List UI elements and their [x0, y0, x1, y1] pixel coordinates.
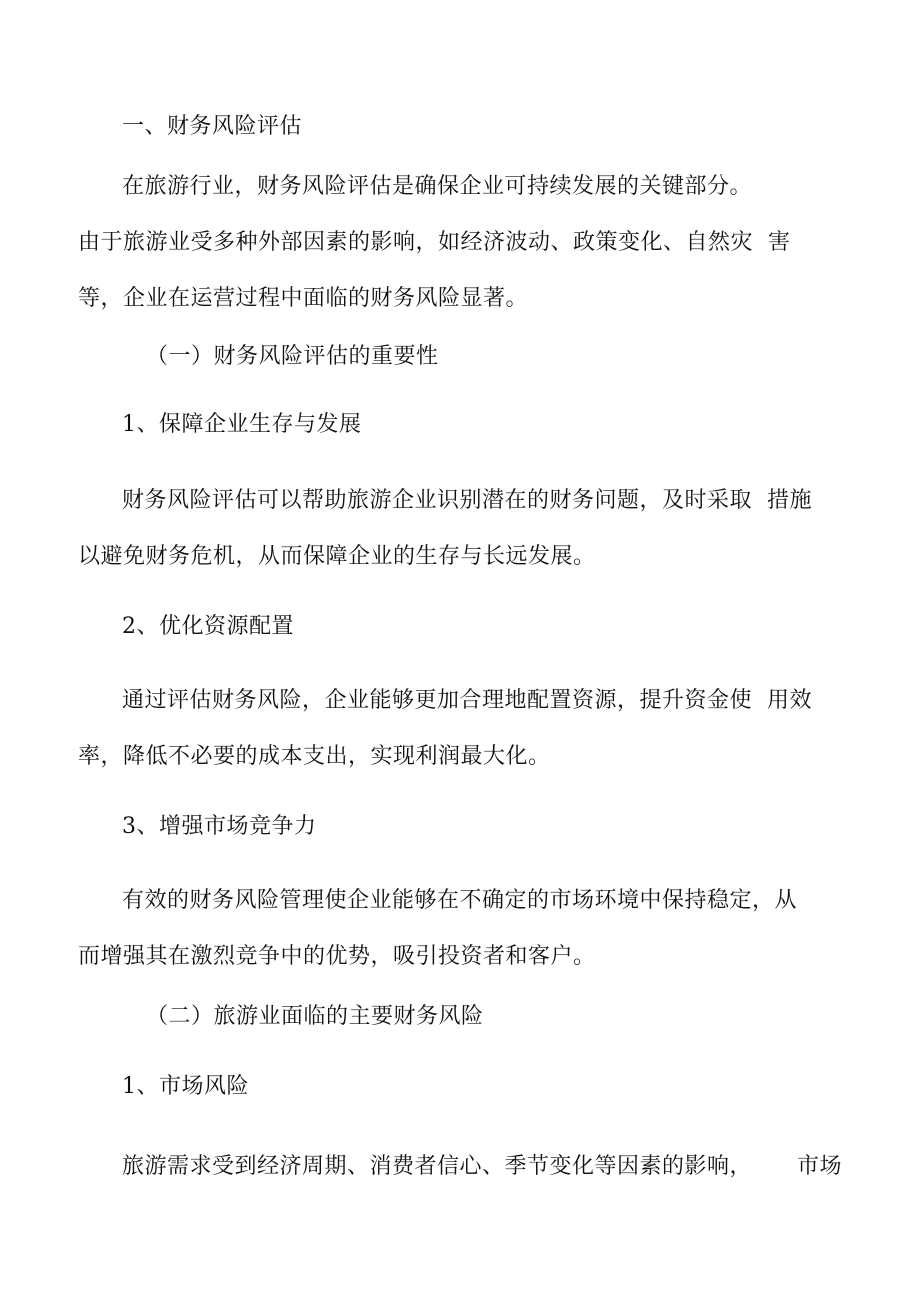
market-risk-title: 1、市场风险	[122, 1074, 249, 1099]
item-1-line-1: 财务风险评估可以帮助旅游企业识别潜在的财务问题，及时采取 措施	[122, 488, 812, 513]
intro-line-2: 由于旅游业受多种外部因素的影响，如经济波动、政策变化、自然灾 害	[78, 230, 791, 255]
heading-financial-risk-assessment: 一、财务风险评估	[122, 114, 303, 139]
item-1-title: 1、保障企业生存与发展	[122, 412, 362, 437]
market-risk-line-1: 旅游需求受到经济周期、消费者信心、季节变化等因素的影响， 市场	[122, 1154, 842, 1179]
item-3-line-1: 有效的财务风险管理使企业能够在不确定的市场环境中保持稳定，从	[122, 888, 798, 913]
item-3-title: 3、增强市场竞争力	[122, 814, 317, 839]
intro-line-3: 等，企业在运营过程中面临的财务风险显著。	[78, 286, 529, 311]
item-2-line-1: 通过评估财务风险，企业能够更加合理地配置资源，提升资金使 用效	[122, 688, 812, 713]
item-2-line-2: 率，降低不必要的成本支出，实现利润最大化。	[78, 744, 551, 769]
item-2-title: 2、优化资源配置	[122, 614, 294, 639]
section-1-title: （一）财务风险评估的重要性	[146, 344, 439, 369]
section-2-title: （二）旅游业面临的主要财务风险	[146, 1004, 484, 1029]
item-3-line-2: 而增强其在激烈竞争中的优势，吸引投资者和客户。	[78, 944, 596, 969]
item-1-line-2: 以避免财务危机，从而保障企业的生存与长远发展。	[78, 544, 596, 569]
intro-line-1: 在旅游行业，财务风险评估是确保企业可持续发展的关键部分。	[122, 174, 753, 199]
